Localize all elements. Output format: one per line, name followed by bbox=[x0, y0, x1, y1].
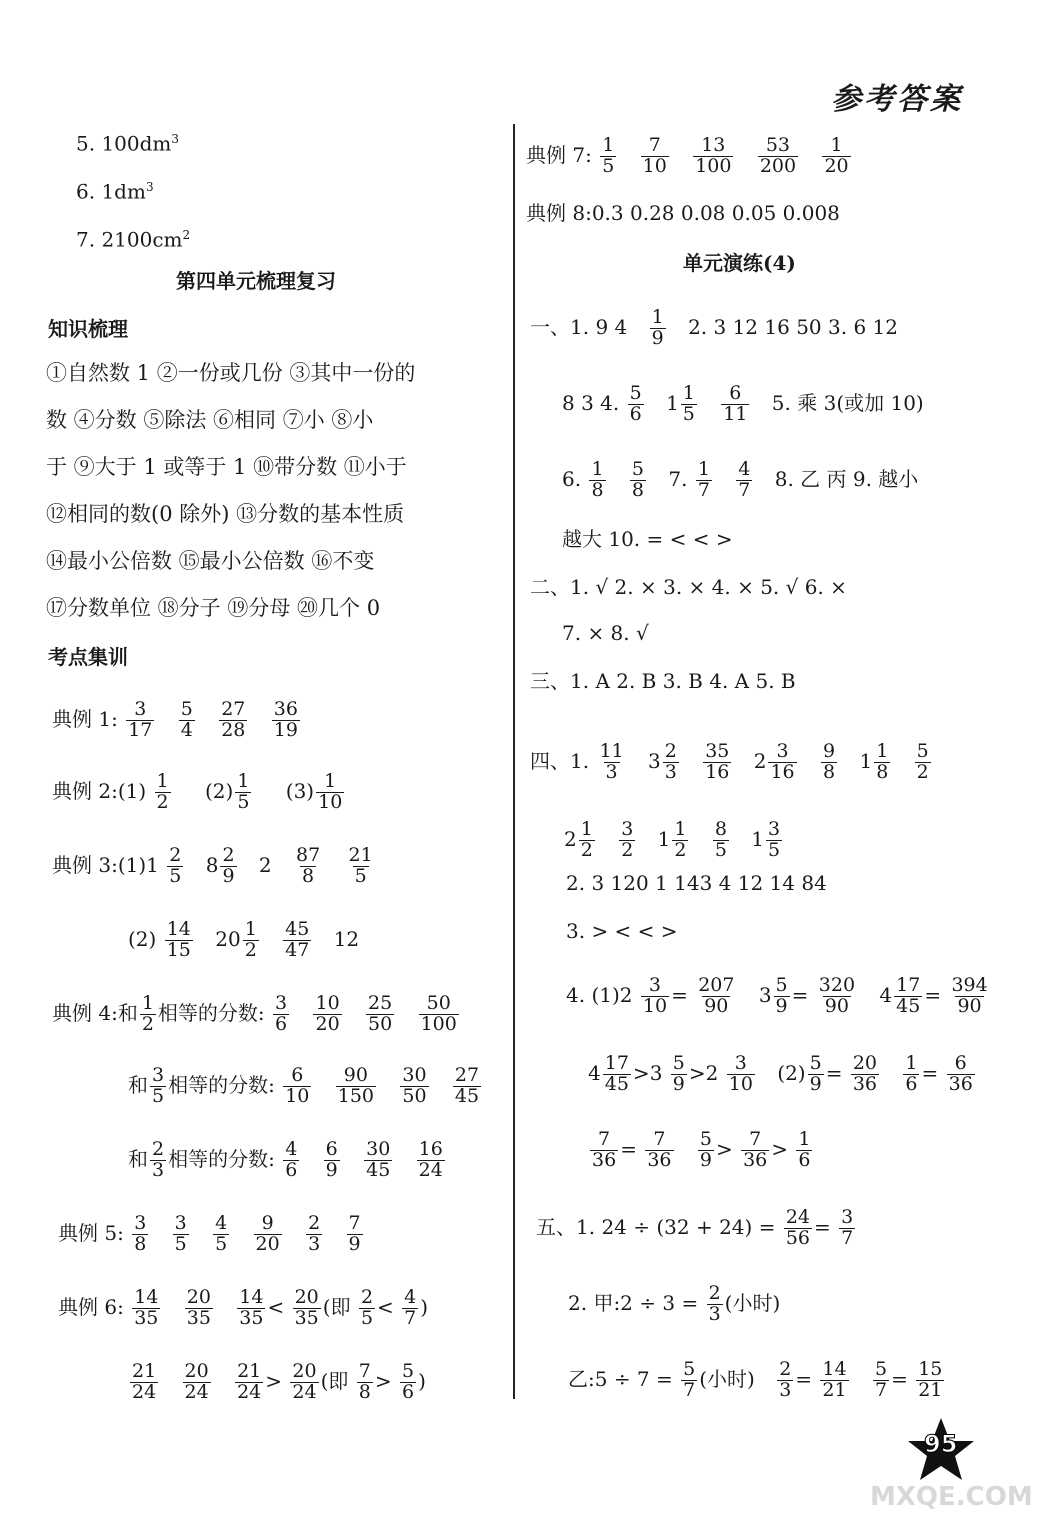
example-8: 典例 8:0.3 0.28 0.08 0.05 0.008 bbox=[526, 201, 840, 225]
example-4-c: 和 $\frac{2}{3}$ 相等的分数: $\frac{4}{6}$ $\frac{6}{9}$ $\frac{30}{45}$ $\frac{16}{24}$ bbox=[128, 1138, 443, 1181]
unit-5-line-2: 2. 甲:2 ÷ 3 = $\frac{2}{3}$ (小时) bbox=[568, 1282, 781, 1325]
unit-1-line-2: 8 3 4. $\frac{5}{6}$ 1 $\frac{1}{5}$ $\frac{6}{11}$ 5. 乘 3(或加 10) bbox=[562, 382, 924, 425]
knowledge-line-2: 数 ④分数 ⑤除法 ⑥相同 ⑦小 ⑧小 bbox=[46, 408, 374, 432]
knowledge-title: 知识梳理 bbox=[48, 317, 128, 341]
unit-title: 单元演练(4) bbox=[683, 251, 796, 275]
example-1: 典例 1: $\frac{3}{17}$ $\frac{5}{4}$ $\frac{27}{28}$ $\frac{36}{19}$ bbox=[52, 698, 298, 741]
unit-1-line-4: 越大 10. = < < > bbox=[562, 527, 733, 551]
example-3-2: (2) $\frac{14}{15}$ 20 $\frac{1}{2}$ $\frac{45}{47}$ 12 bbox=[128, 918, 360, 961]
unit-5-line-1: 五、1. 24 ÷ (32 + 24) = $\frac{24}{56}$ = $\frac{3}{7}$ bbox=[536, 1206, 854, 1249]
example-2: 典例 2:(1) $\frac{1}{2}$ (2) $\frac{1}{5}$ (3) $\frac{1}{10}$ bbox=[52, 770, 343, 813]
column-divider bbox=[513, 124, 515, 1399]
exam-title: 考点集训 bbox=[48, 645, 128, 669]
unit-2-line-2: 7. × 8. √ bbox=[562, 621, 649, 645]
unit-4-line-3: 2. 3 120 1 143 4 12 14 84 bbox=[566, 871, 827, 895]
knowledge-line-1: ①自然数 1 ②一份或几份 ③其中一份的 bbox=[46, 361, 416, 385]
unit-4-line-7: $\frac{7}{36}$ = $\frac{7}{36}$ $\frac{5}{9}$ > $\frac{7}{36}$ > $\frac{1}{6}$ bbox=[592, 1128, 811, 1171]
unit-3-line: 三、1. A 2. B 3. B 4. A 5. B bbox=[530, 669, 796, 693]
knowledge-line-6: ⑰分数单位 ⑱分子 ⑲分母 ⑳几个 0 bbox=[46, 596, 381, 620]
answer-6: 6. $1dm^3$ bbox=[76, 179, 154, 204]
answer-5: 5. $100dm^3$ bbox=[76, 131, 180, 156]
example-4-b: 和 $\frac{3}{5}$ 相等的分数: $\frac{6}{10}$ $\frac{90}{150}$ $\frac{30}{50}$ $\frac{27}{45}$ bbox=[128, 1064, 480, 1107]
page-number: 95 bbox=[924, 1430, 958, 1458]
knowledge-line-3: 于 ⑨大于 1 或等于 1 ⑩带分数 ⑪小于 bbox=[46, 455, 407, 479]
knowledge-line-4: ⑫相同的数(0 除外) ⑬分数的基本性质 bbox=[46, 502, 405, 526]
example-7: 典例 7: $\frac{1}{5}$ $\frac{7}{10}$ $\frac{13}{100}$ $\frac{53}{200}$ $\frac{1}{20}$ bbox=[526, 134, 849, 177]
unit-4-line-1: 四、1. $\frac{11}{3}$ 3 $\frac{2}{3}$ $\frac{35}{16}$ 2 $\frac{3}{16}$ $\frac{9}{8}$ 1 $\frac{1}{8}$ $\frac{5}{2}$ bbox=[530, 740, 929, 783]
unit-2-line-1: 二、1. √ 2. × 3. × 4. × 5. √ 6. × bbox=[530, 575, 847, 599]
unit-1-line-3: 6. $\frac{1}{8}$ $\frac{5}{8}$ 7. $\frac{1}{7}$ $\frac{4}{7}$ 8. 乙 丙 9. 越小 bbox=[562, 458, 919, 501]
header-title: 参考答案 bbox=[831, 82, 963, 117]
example-4-a: 典例 4:和 $\frac{1}{2}$ 相等的分数: $\frac{3}{6}$ $\frac{10}{20}$ $\frac{25}{50}$ $\frac{50}{100}$ bbox=[52, 992, 457, 1035]
section-title: 第四单元梳理复习 bbox=[176, 269, 336, 293]
example-3-1: 典例 3:(1)1 $\frac{2}{5}$ 8 $\frac{2}{9}$ 2 $\frac{87}{8}$ $\frac{21}{5}$ bbox=[52, 844, 373, 887]
unit-5-line-3: 乙:5 ÷ 7 = $\frac{5}{7}$ (小时) $\frac{2}{3}$ = $\frac{14}{21}$ $\frac{5}{7}$ = $\frac{15}{21}$ bbox=[568, 1358, 943, 1401]
unit-4-line-2: 2 $\frac{1}{2}$ $\frac{3}{2}$ 1 $\frac{1}{2}$ $\frac{8}{5}$ 1 $\frac{3}{5}$ bbox=[564, 818, 781, 861]
answer-7: 7. $2100cm^2$ bbox=[76, 227, 191, 252]
unit-4-line-5: 4. (1)2 $\frac{3}{10}$ = $\frac{207}{90}$ 3 $\frac{5}{9}$ = $\frac{320}{90}$ 4 $\frac{17}{45}$ = $\frac{394}{90}$ bbox=[566, 974, 988, 1017]
example-6-a: 典例 6: $\frac{14}{35}$ $\frac{20}{35}$ $\frac{14}{35}$ < $\frac{20}{35}$ (即 $\frac{2}{5}$ < $\frac{4}{7}$ ) bbox=[58, 1286, 429, 1329]
example-6-b: $\frac{21}{24}$ $\frac{20}{24}$ $\frac{21}{24}$ > $\frac{20}{24}$ (即 $\frac{7}{8}$ > $\frac{5}{6}$ ) bbox=[132, 1360, 426, 1403]
example-5: 典例 5: $\frac{3}{8}$ $\frac{3}{5}$ $\frac{4}{5}$ $\frac{9}{20}$ $\frac{2}{3}$ $\frac{7}{9}$ bbox=[58, 1212, 361, 1255]
unit-4-line-6: 4 $\frac{17}{45}$ >3 $\frac{5}{9}$ >2 $\frac{3}{10}$ (2) $\frac{5}{9}$ = $\frac{20}{36}$ $\frac{1}{6}$ = $\frac{6}{36}$ bbox=[588, 1052, 973, 1095]
knowledge-line-5: ⑭最小公倍数 ⑮最小公倍数 ⑯不变 bbox=[46, 549, 375, 573]
unit-4-line-4: 3. > < < > bbox=[566, 919, 678, 943]
unit-1-line-1: 一、1. 9 4 $\frac{1}{9}$ 2. 3 12 16 50 3. 6 12 bbox=[530, 306, 898, 349]
watermark: MXQE.COM bbox=[870, 1482, 1033, 1512]
